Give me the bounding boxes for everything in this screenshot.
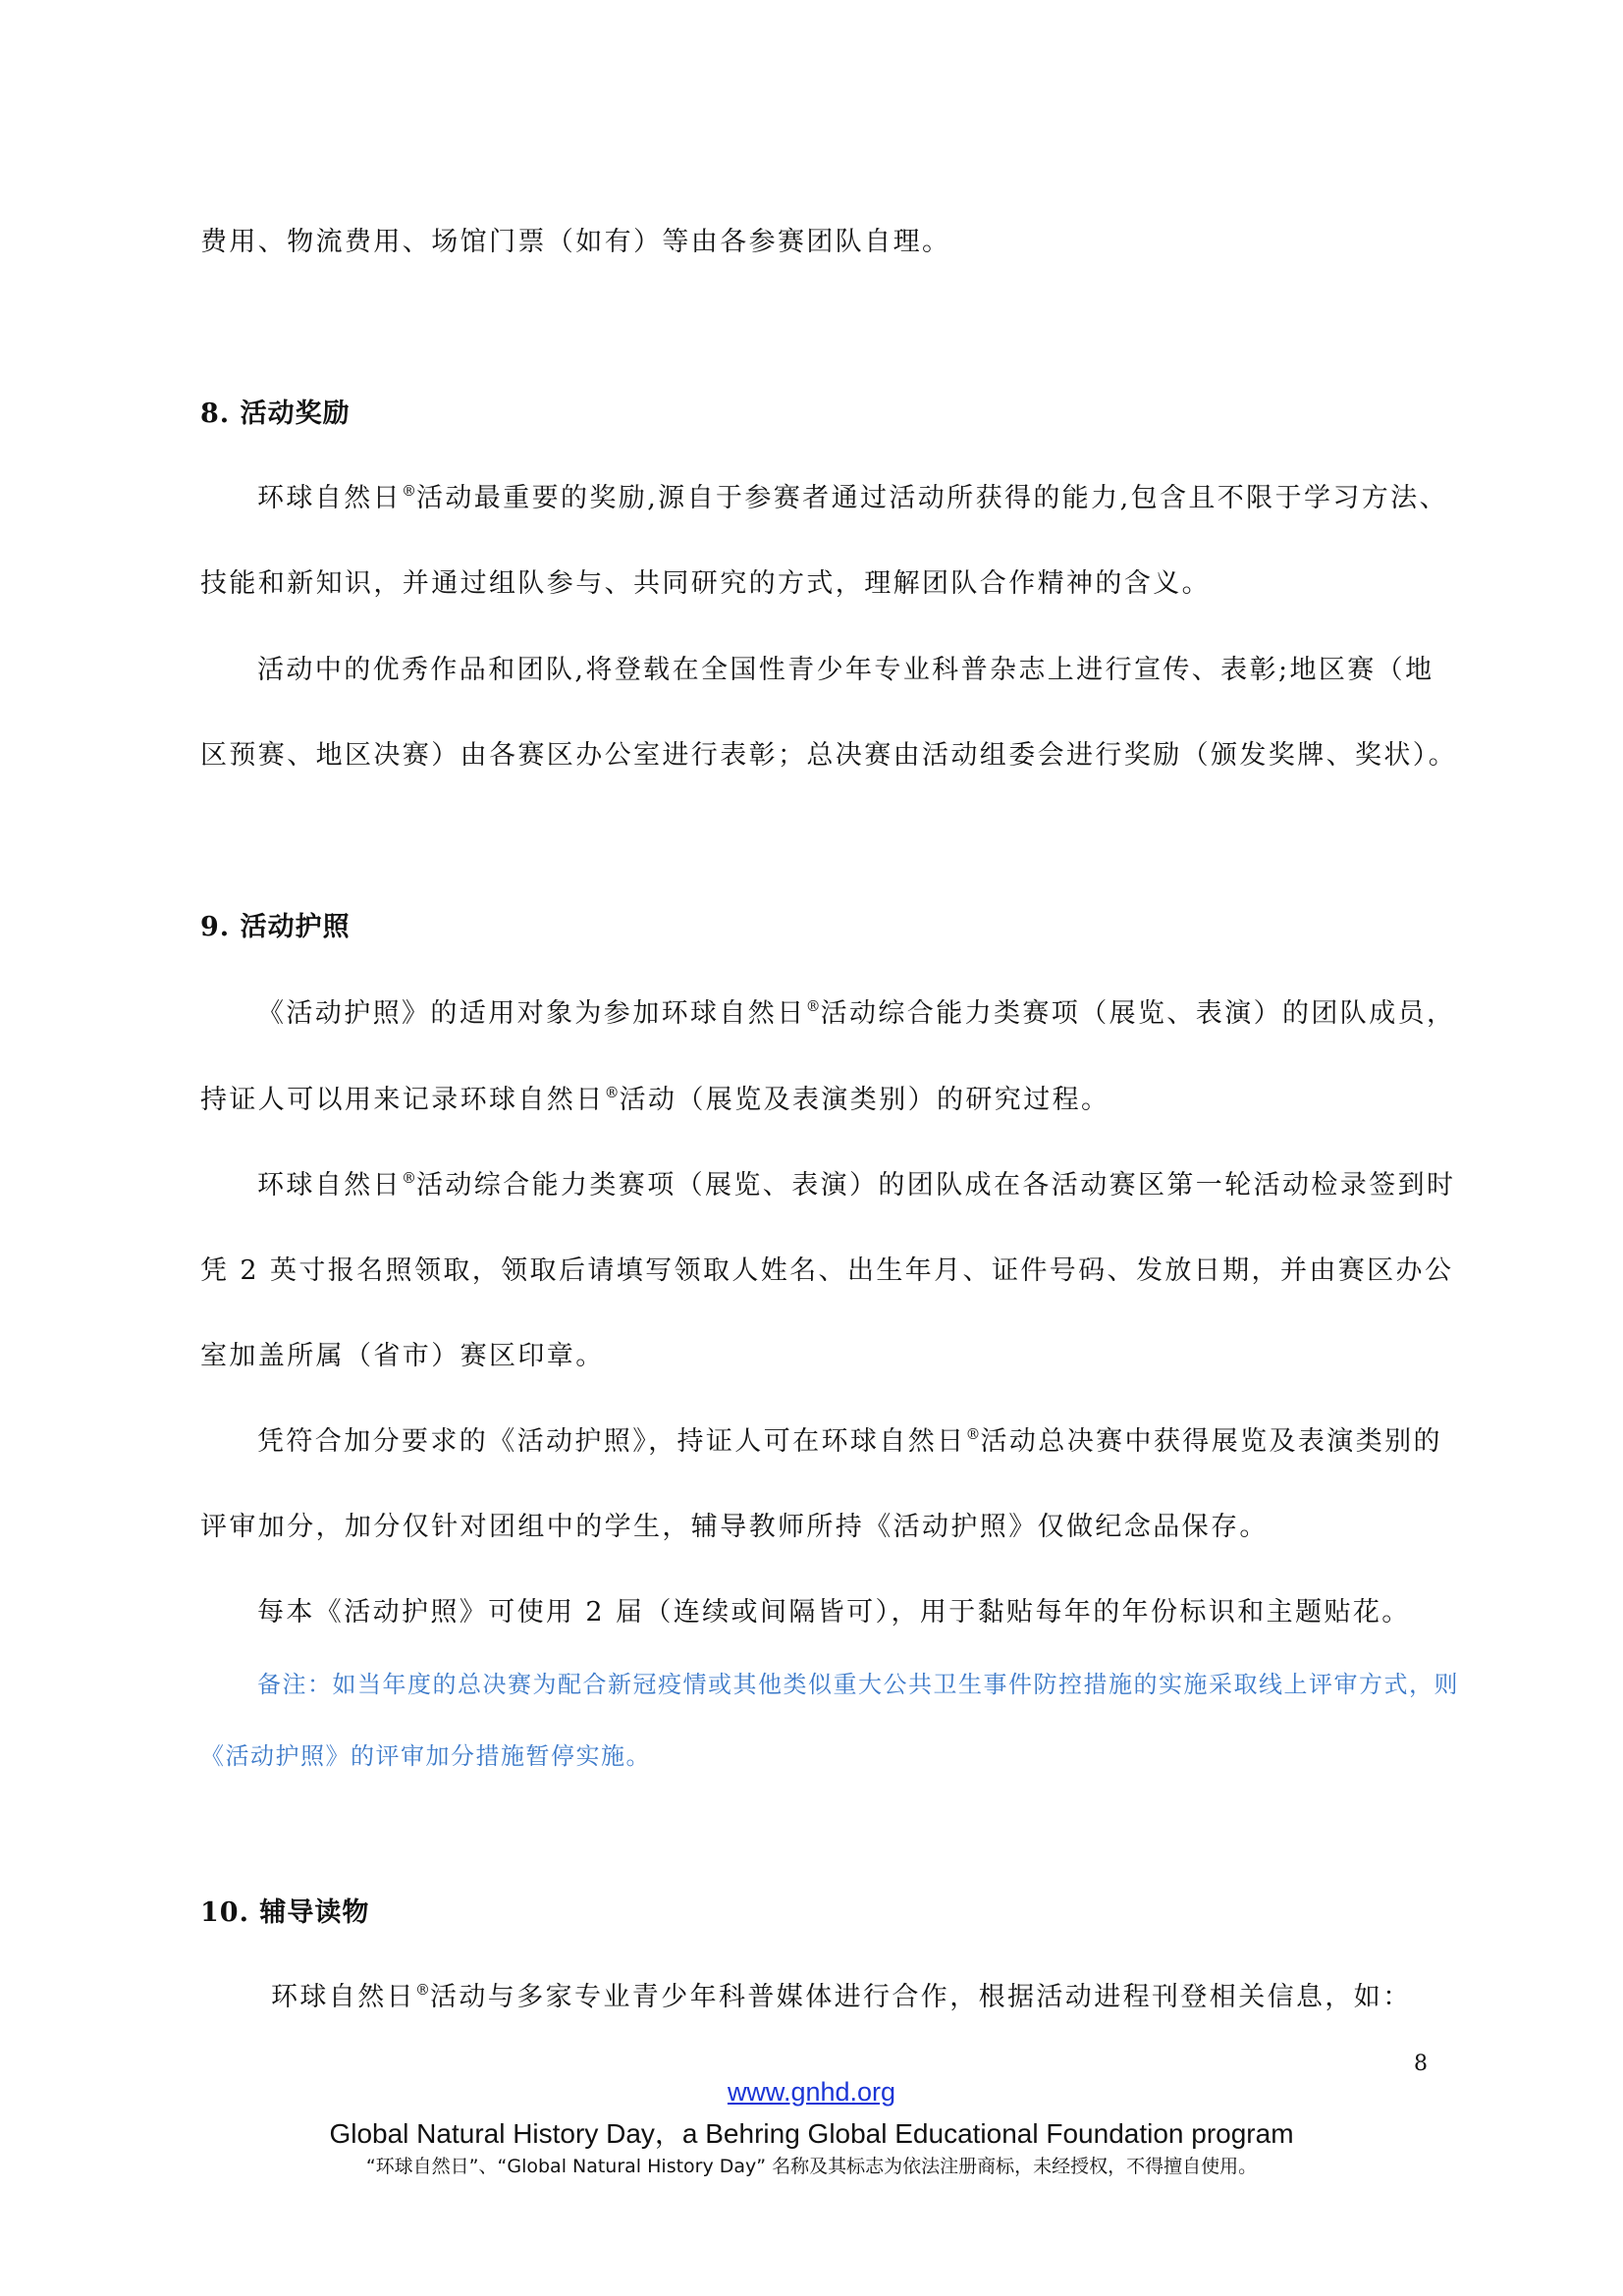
trademark-notice: “环球自然日”、“Global Natural History Day” 名称及其标志为依法注册商标，未经授权，不得擅自使用。 bbox=[365, 2156, 1258, 2177]
section-8-paragraph-2-line-1: 活动中的优秀作品和团队,将登载在全国性青少年专业科普杂志上进行宣传、表彰;地区赛（地 bbox=[257, 655, 1434, 685]
registered-mark: ® bbox=[604, 1084, 620, 1101]
section-10-paragraph-1-line-1: 环球自然日®活动与多家专业青少年科普媒体进行合作，根据活动进程刊登相关信息，如： bbox=[271, 1981, 1412, 2012]
registered-mark: ® bbox=[805, 997, 821, 1015]
section-9-paragraph-1-line-2: 持证人可以用来记录环球自然日®活动（展览及表演类别）的研究过程。 bbox=[200, 1084, 1110, 1115]
section-9-note-line-1: 备注：如当年度的总决赛为配合新冠疫情或其他类似重大公共卫生事件防控措施的实施采取线上评审方式，则 bbox=[257, 1671, 1459, 1698]
continuation-line bbox=[200, 226, 950, 259]
section-9-paragraph-2-line-2: 凭 2 英寸报名照领取，领取后请填写领取人姓名、出生年月、证件号码、发放日期，并由赛区办公 bbox=[200, 1255, 1454, 1286]
section-8-paragraph-1-line-1: 环球自然日®活动最重要的奖励,源自于参赛者通过活动所获得的能力,包含且不限于学习方法、 bbox=[257, 482, 1448, 513]
section-9-paragraph-3-line-2: 评审加分，加分仅针对团组中的学生，辅导教师所持《活动护照》仅做纪念品保存。 bbox=[200, 1512, 1269, 1542]
section-9-paragraph-2-line-3: 室加盖所属（省市）赛区印章。 bbox=[200, 1341, 605, 1371]
page-number: 8 bbox=[1414, 2052, 1428, 2076]
website-link[interactable]: www.gnhd.org bbox=[727, 2077, 896, 2107]
registered-mark: ® bbox=[402, 1169, 416, 1187]
section-8-heading: 8. 活动奖励 bbox=[200, 399, 351, 429]
section-8-paragraph-1-line-2: 技能和新知识，并通过组队参与、共同研究的方式，理解团队合作精神的含义。 bbox=[200, 568, 1211, 599]
registered-mark: ® bbox=[402, 482, 416, 500]
section-9-paragraph-1-line-1: 《活动护照》的适用对象为参加环球自然日®活动综合能力类赛项（展览、表演）的团队成员， bbox=[257, 997, 1456, 1029]
program-statement: Global Natural History Day，a Behring Global Educational Foundation program bbox=[329, 2118, 1294, 2149]
section-10-heading: 10. 辅导读物 bbox=[200, 1897, 370, 1928]
section-8-paragraph-2-line-2: 区预赛、地区决赛）由各赛区办公室进行表彰；总决赛由活动组委会进行奖励（颁发奖牌、奖状）。 bbox=[200, 740, 1458, 771]
section-9-paragraph-3-line-1: 凭符合加分要求的《活动护照》，持证人可在环球自然日®活动总决赛中获得展览及表演类别的 bbox=[257, 1425, 1442, 1457]
section-9-paragraph-4-line-1: 每本《活动护照》可使用 2 届（连续或间隔皆可），用于黏贴每年的年份标识和主题贴花。 bbox=[257, 1597, 1411, 1628]
section-9-paragraph-2-line-1: 环球自然日®活动综合能力类赛项（展览、表演）的团队成在各活动赛区第一轮活动检录签到时 bbox=[257, 1169, 1456, 1201]
registered-mark: ® bbox=[415, 1981, 430, 1999]
section-9-note-line-2: 《活动护照》的评审加分措施暂停实施。 bbox=[200, 1742, 651, 1770]
section-9-heading: 9. 活动护照 bbox=[200, 912, 351, 942]
continuation-text: 费用、物流费用、场馆门票（如有）等由各参赛团队自理。 bbox=[200, 227, 951, 257]
registered-mark: ® bbox=[965, 1425, 981, 1443]
